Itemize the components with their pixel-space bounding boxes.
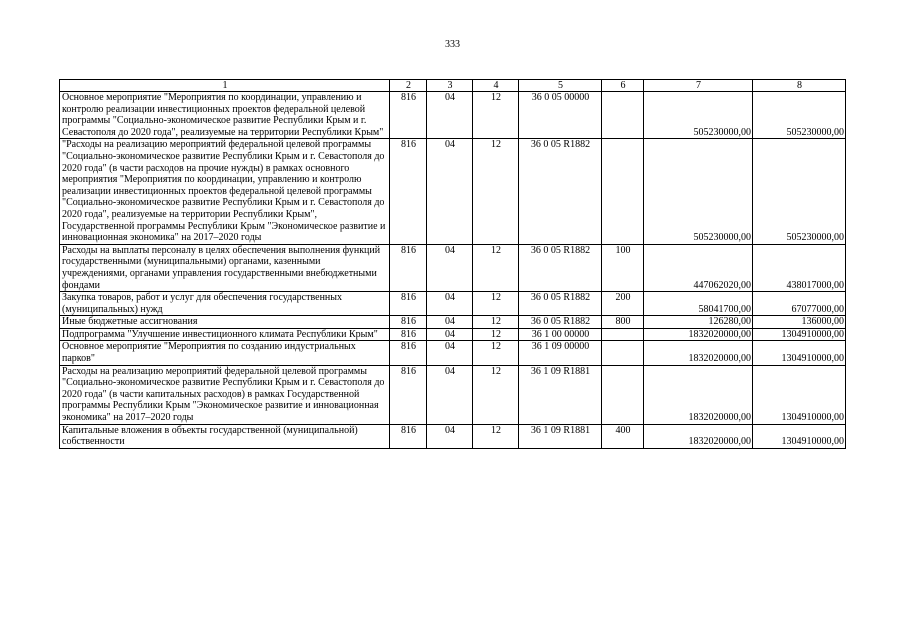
cell-target-article: 36 1 09 R1881 xyxy=(519,365,602,424)
cell-amount-col7: 1832020000,00 xyxy=(644,424,753,448)
table-row xyxy=(60,92,846,139)
cell-amount-col7: 1832020000,00 xyxy=(644,365,753,424)
cell-subsection: 12 xyxy=(473,424,519,448)
cell-ministry-code: 816 xyxy=(390,365,427,424)
cell-expense-type: 400 xyxy=(602,424,644,448)
table-row xyxy=(60,244,846,291)
cell-ministry-code: 816 xyxy=(390,139,427,244)
cell-expense-type: 200 xyxy=(602,292,644,316)
cell-expense-type xyxy=(602,328,644,341)
cell-expense-type: 100 xyxy=(602,244,644,291)
cell-subsection: 12 xyxy=(473,365,519,424)
cell-section: 04 xyxy=(427,139,473,244)
table-row xyxy=(60,139,846,244)
cell-target-article: 36 0 05 R1882 xyxy=(519,316,602,329)
column-header: 6 xyxy=(602,80,644,92)
cell-section: 04 xyxy=(427,424,473,448)
cell-amount-col7: 1832020000,00 xyxy=(644,328,753,341)
cell-subsection: 12 xyxy=(473,244,519,291)
cell-ministry-code: 816 xyxy=(390,292,427,316)
cell-amount-col7: 447062020,00 xyxy=(644,244,753,291)
table-row xyxy=(60,316,846,329)
column-header: 5 xyxy=(519,80,602,92)
cell-expense-type: 800 xyxy=(602,316,644,329)
row-name: Капитальные вложения в объекты государственной (муниципальной) собственности xyxy=(60,424,390,448)
cell-section: 04 xyxy=(427,244,473,291)
cell-subsection: 12 xyxy=(473,139,519,244)
cell-subsection: 12 xyxy=(473,316,519,329)
cell-subsection: 12 xyxy=(473,328,519,341)
cell-amount-col7: 505230000,00 xyxy=(644,92,753,139)
cell-section: 04 xyxy=(427,341,473,365)
row-name: Расходы на реализацию мероприятий федеральной целевой программы "Социально-экономическое развитие Республики Крым и г. Севастополя до 2020 года" (в части капитальных расходов) в рамках Государственной программы Республики Крым "Экономическое развитие и инновационная экономика" на 2017–2020 годы xyxy=(60,365,390,424)
cell-amount-col7: 505230000,00 xyxy=(644,139,753,244)
cell-target-article: 36 1 00 00000 xyxy=(519,328,602,341)
row-name: "Расходы на реализацию мероприятий федеральной целевой программы "Социально-экономическое развитие Республики Крым и г. Севастополя до 2020 года" (в части расходов на прочие нужды) в рамках основного мероприятия "Мероприятия по координации, управлению и контролю реализации инвестиционных проектов федеральной целевой программы "Социально-экономическое развитие Республики Крым и г. Севастополя до 2020 года", реализуемые на территории Республики Крым", Государственной программы Республики Крым "Экономическое развитие и инновационная экономика" на 2017–2020 годы xyxy=(60,139,390,244)
cell-amount-col8: 1304910000,00 xyxy=(753,424,846,448)
column-header: 3 xyxy=(427,80,473,92)
cell-amount-col8: 67077000,00 xyxy=(753,292,846,316)
budget-table xyxy=(59,79,846,449)
cell-target-article: 36 0 05 R1882 xyxy=(519,244,602,291)
column-header: 1 xyxy=(60,80,390,92)
row-name: Расходы на выплаты персоналу в целях обеспечения выполнения функций государственными (муниципальными) органами, казенными учреждениями, органами управления государственными внебюджетными фондами xyxy=(60,244,390,291)
cell-subsection: 12 xyxy=(473,341,519,365)
cell-ministry-code: 816 xyxy=(390,316,427,329)
cell-target-article: 36 1 09 00000 xyxy=(519,341,602,365)
cell-amount-col8: 1304910000,00 xyxy=(753,341,846,365)
row-name: Основное мероприятие "Мероприятия по координации, управлению и контролю реализации инвестиционных проектов федеральной целевой программы "Социально-экономическое развитие Республики Крым и г. Севастополя до 2020 года", реализуемые на территории Республики Крым" xyxy=(60,92,390,139)
table-row xyxy=(60,341,846,365)
cell-ministry-code: 816 xyxy=(390,244,427,291)
table-row xyxy=(60,365,846,424)
cell-ministry-code: 816 xyxy=(390,424,427,448)
row-name: Иные бюджетные ассигнования xyxy=(60,316,390,329)
cell-section: 04 xyxy=(427,92,473,139)
table-row xyxy=(60,328,846,341)
cell-amount-col8: 1304910000,00 xyxy=(753,365,846,424)
table-row xyxy=(60,424,846,448)
cell-expense-type xyxy=(602,341,644,365)
cell-section: 04 xyxy=(427,316,473,329)
column-header: 2 xyxy=(390,80,427,92)
cell-expense-type xyxy=(602,139,644,244)
cell-section: 04 xyxy=(427,292,473,316)
header-row xyxy=(60,80,846,92)
cell-amount-col8: 1304910000,00 xyxy=(753,328,846,341)
cell-amount-col8: 136000,00 xyxy=(753,316,846,329)
table-row xyxy=(60,292,846,316)
column-header: 7 xyxy=(644,80,753,92)
cell-ministry-code: 816 xyxy=(390,92,427,139)
row-name: Закупка товаров, работ и услуг для обеспечения государственных (муниципальных) нужд xyxy=(60,292,390,316)
cell-subsection: 12 xyxy=(473,92,519,139)
cell-section: 04 xyxy=(427,365,473,424)
cell-target-article: 36 1 09 R1881 xyxy=(519,424,602,448)
column-header: 8 xyxy=(753,80,846,92)
cell-target-article: 36 0 05 R1882 xyxy=(519,139,602,244)
cell-subsection: 12 xyxy=(473,292,519,316)
column-header: 4 xyxy=(473,80,519,92)
cell-ministry-code: 816 xyxy=(390,341,427,365)
row-name: Подпрограмма "Улучшение инвестиционного климата Республики Крым" xyxy=(60,328,390,341)
cell-expense-type xyxy=(602,365,644,424)
cell-section: 04 xyxy=(427,328,473,341)
row-name: Основное мероприятие "Мероприятия по созданию индустриальных парков" xyxy=(60,341,390,365)
cell-expense-type xyxy=(602,92,644,139)
cell-amount-col8: 438017000,00 xyxy=(753,244,846,291)
cell-amount-col7: 126280,00 xyxy=(644,316,753,329)
page-number: 333 xyxy=(445,39,460,50)
cell-amount-col7: 1832020000,00 xyxy=(644,341,753,365)
cell-ministry-code: 816 xyxy=(390,328,427,341)
cell-amount-col7: 58041700,00 xyxy=(644,292,753,316)
cell-amount-col8: 505230000,00 xyxy=(753,139,846,244)
cell-target-article: 36 0 05 R1882 xyxy=(519,292,602,316)
cell-amount-col8: 505230000,00 xyxy=(753,92,846,139)
cell-target-article: 36 0 05 00000 xyxy=(519,92,602,139)
